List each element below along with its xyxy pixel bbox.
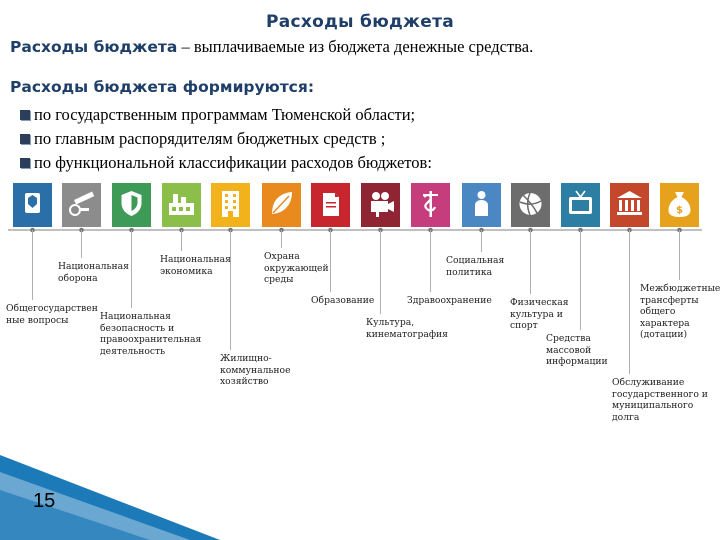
function-label: Национальная экономика (160, 254, 231, 277)
medicine-icon (411, 183, 450, 227)
function-tile-3 (162, 183, 201, 227)
svg-text:$: $ (676, 205, 683, 216)
building-icon (211, 183, 250, 227)
function-tile-0 (13, 183, 52, 227)
bullet-item (20, 127, 432, 151)
function-label: Культура, кинематография (366, 317, 448, 340)
bullet-box-icon (20, 134, 30, 144)
function-label: Образование (311, 295, 375, 306)
shield-icon (112, 183, 151, 227)
bullet-text: по функциональной классификации расходов бюджетов: (34, 153, 432, 172)
leaf-icon (262, 183, 301, 227)
bullet-item (20, 103, 432, 127)
budget-functions-timeline (0, 181, 720, 441)
function-tile-11 (561, 183, 600, 227)
function-tile-2 (112, 183, 151, 227)
function-label: Национальная безопасность и правоохранительная деятельность (100, 311, 202, 357)
function-label: Охрана окружающей среды (264, 251, 329, 285)
bullet-text: по главным распорядителям бюджетных средств ; (34, 129, 386, 148)
definition-term: Расходы бюджета (10, 38, 178, 56)
emblem-icon (13, 183, 52, 227)
function-tile-5 (262, 183, 301, 227)
function-label: Социальная политика (446, 255, 505, 278)
function-label: Общегосударствен ные вопросы (6, 303, 98, 326)
factory-icon (162, 183, 201, 227)
bullet-text: по государственным программам Тюменской области; (34, 105, 416, 124)
function-label: Жилищно- коммунальное хозяйство (220, 353, 291, 387)
function-tile-13 (660, 183, 699, 227)
function-label: Межбюджетные трансферты общего характера (дотации) (640, 283, 720, 340)
function-label: Здравоохранение (407, 295, 492, 306)
function-label: Средства массовой информации (546, 333, 608, 367)
function-tile-7 (361, 183, 400, 227)
bank-icon (610, 183, 649, 227)
function-tile-1 (62, 183, 101, 227)
bullet-list (20, 103, 432, 175)
book-icon (311, 183, 350, 227)
money-bag-icon (660, 183, 699, 227)
function-label: Обслуживание государственного и муниципального долга (612, 377, 708, 423)
cannon-icon (62, 183, 101, 227)
slide-number: 15 (33, 490, 56, 512)
slide-title: Расходы бюджета (265, 12, 455, 32)
function-tile-10 (511, 183, 550, 227)
ball-icon (511, 183, 550, 227)
definition-line (10, 37, 533, 57)
tv-icon (561, 183, 600, 227)
person-icon (462, 183, 501, 227)
definition-text: – выплачиваемые из бюджета денежные средства. (177, 37, 534, 56)
function-tile-12 (610, 183, 649, 227)
bullet-item (20, 151, 432, 175)
function-tile-6 (311, 183, 350, 227)
function-label: Национальная оборона (58, 261, 129, 284)
function-tile-4 (211, 183, 250, 227)
bullet-box-icon (20, 158, 30, 168)
film-camera-icon (361, 183, 400, 227)
expenses-subtitle: Расходы бюджета формируются: (10, 78, 315, 96)
function-tile-9 (462, 183, 501, 227)
function-label: Физическая культура и спорт (510, 297, 569, 331)
function-tile-8 (411, 183, 450, 227)
bullet-box-icon (20, 110, 30, 120)
